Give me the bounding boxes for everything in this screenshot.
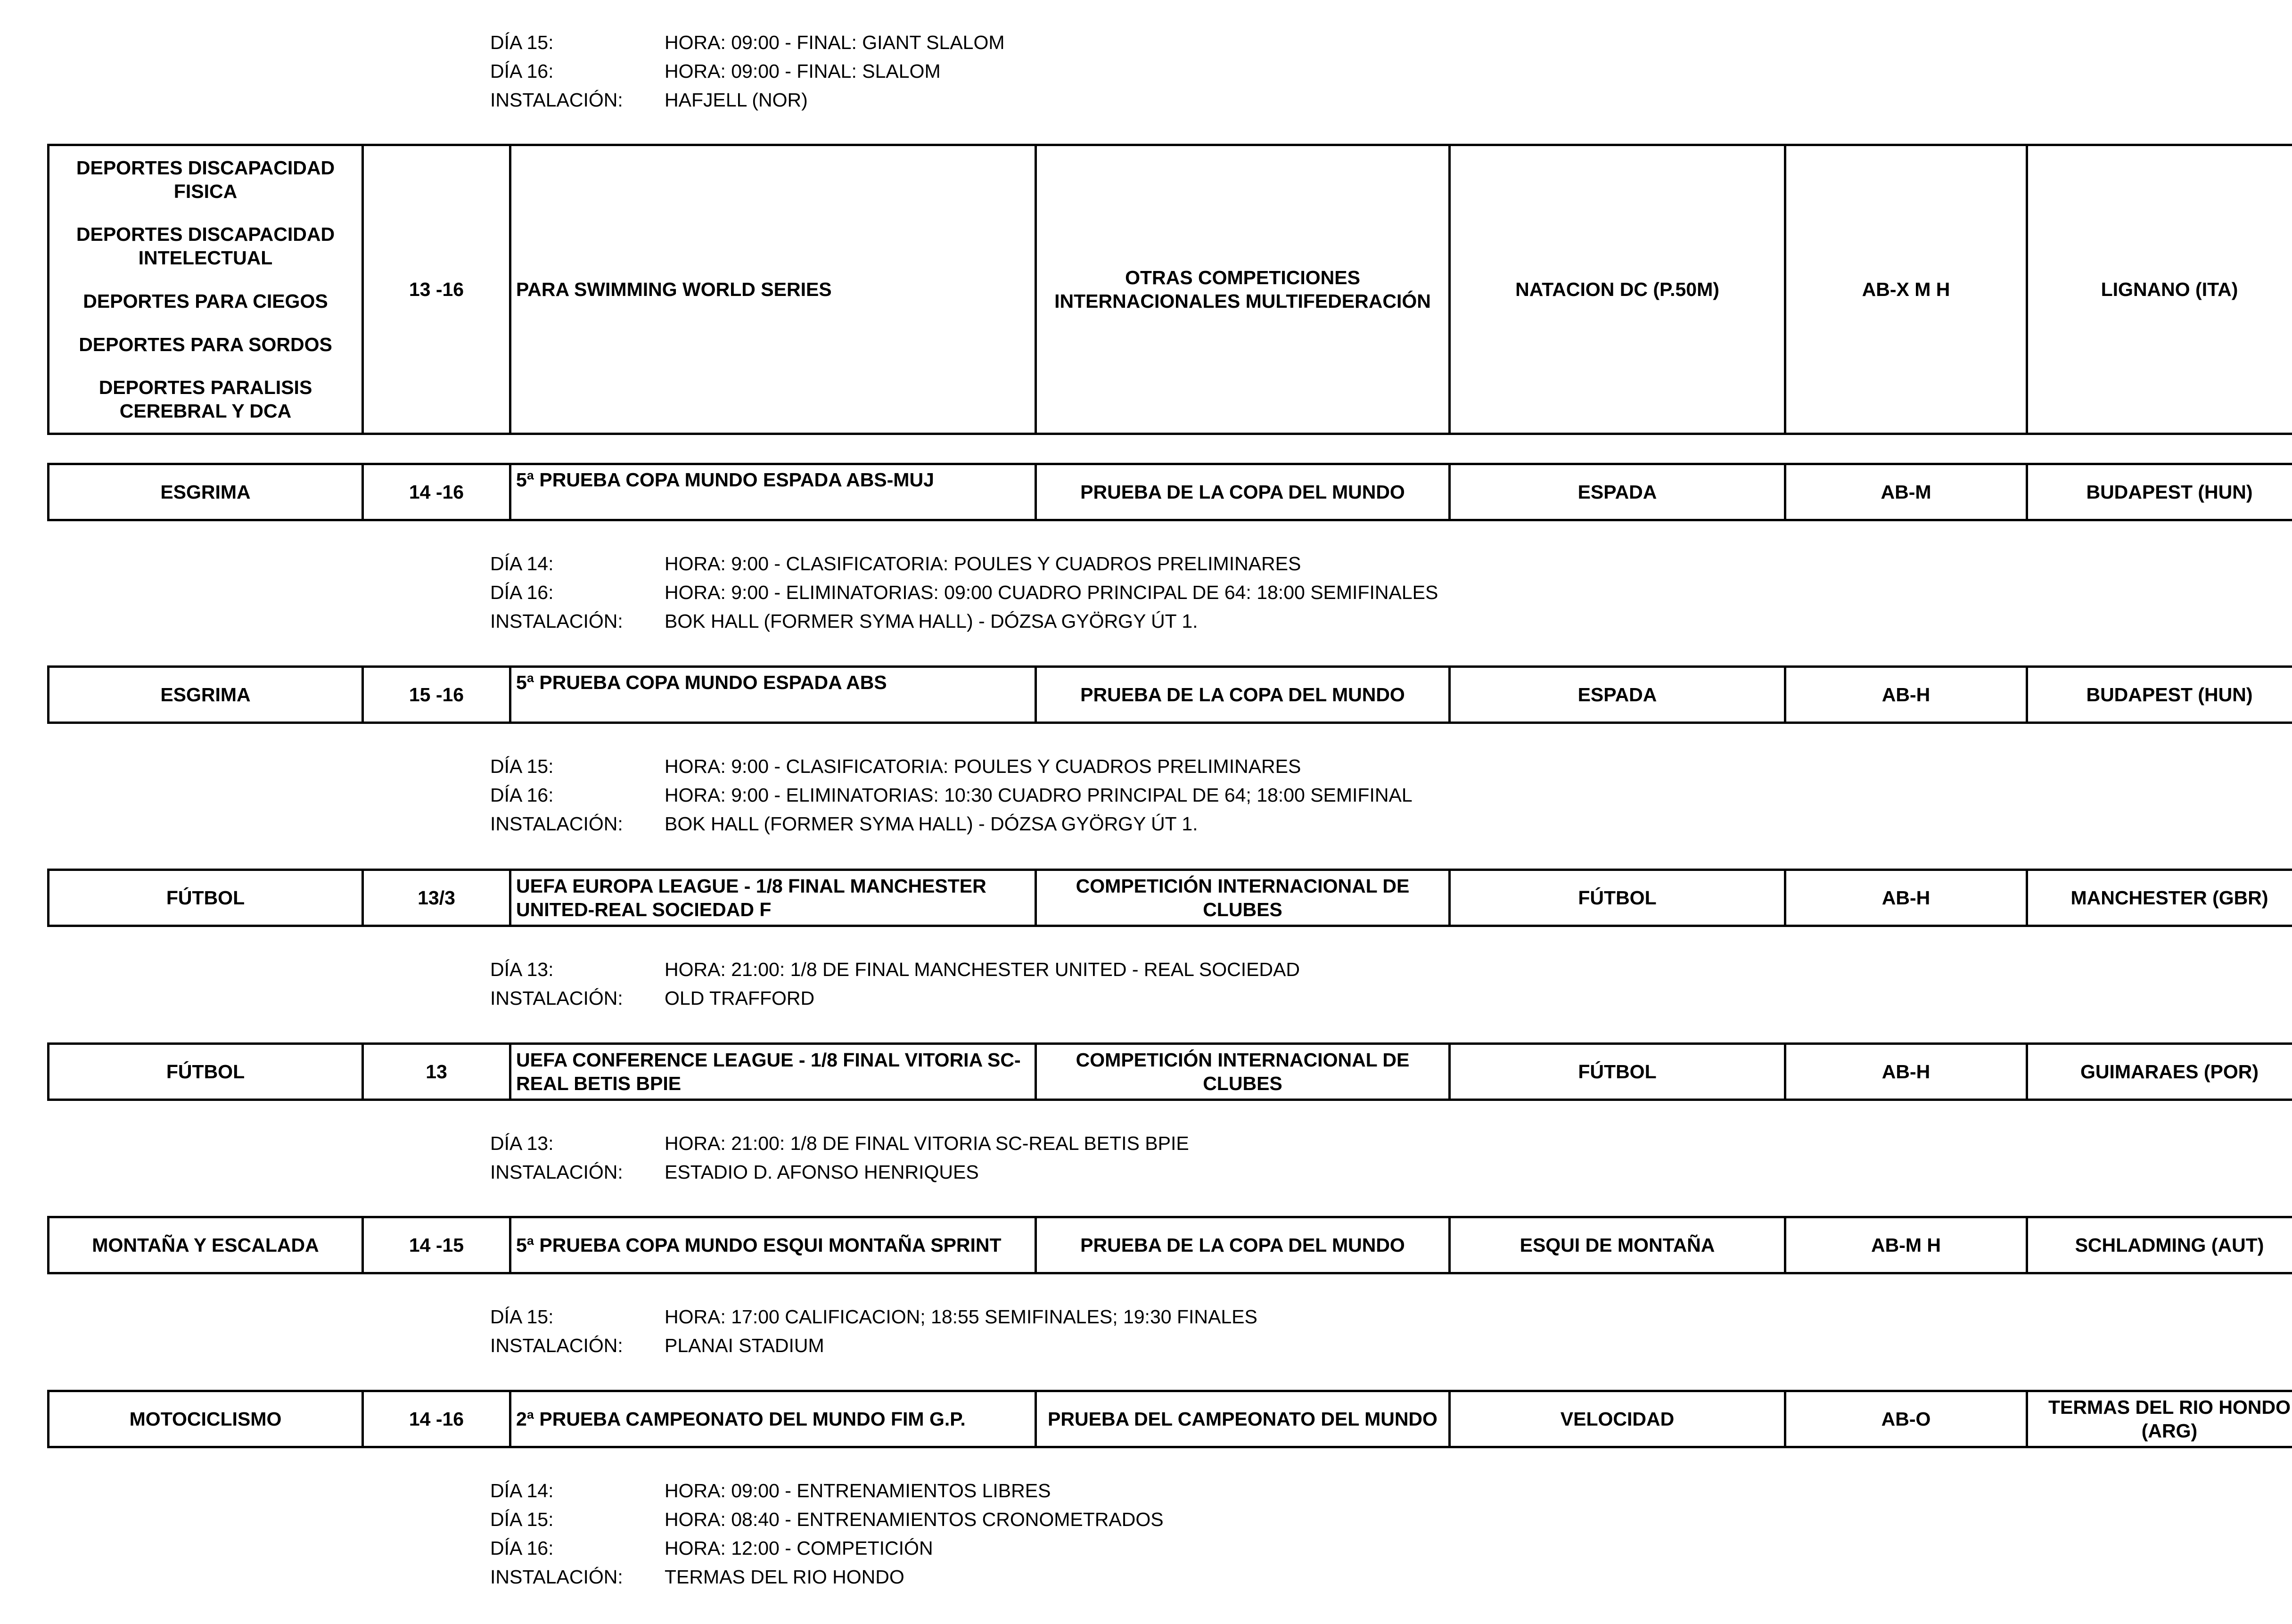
detail-label: DÍA 16:: [490, 784, 554, 806]
detail-row: [490, 578, 2234, 607]
location-cell: BUDAPEST (HUN): [2027, 464, 2292, 520]
type-cell: PRUEBA DE LA COPA DEL MUNDO: [1036, 667, 1450, 723]
detail-label: INSTALACIÓN:: [490, 813, 623, 835]
detail-text: HORA: 08:40 - ENTRENAMIENTOS CRONOMETRADOS: [665, 1509, 1164, 1530]
detail-label: DÍA 16:: [490, 60, 554, 82]
event-details-futbol-conference-league: [490, 1129, 2234, 1187]
detail-row: [490, 1158, 2234, 1187]
event-name-cell: PARA SWIMMING WORLD SERIES: [510, 145, 1036, 434]
detail-text: BOK HALL (FORMER SYMA HALL) - DÓZSA GYÖRGY ÚT 1.: [665, 610, 1198, 632]
sport-name: DEPORTES PARA SORDOS: [79, 333, 332, 355]
event-row-para-swimming: [47, 144, 2292, 435]
detail-text: HORA: 21:00: 1/8 DE FINAL VITORIA SC-REAL BETIS BPIE: [665, 1132, 1189, 1154]
event-details-giant-slalom: [490, 28, 2234, 115]
sport-name: DEPORTES PARALISIS CEREBRAL Y DCA: [99, 377, 312, 422]
category-cell: AB-M: [1785, 464, 2027, 520]
detail-label: DÍA 14:: [490, 1480, 554, 1501]
sport-cell: [49, 145, 363, 434]
event-name-cell: UEFA CONFERENCE LEAGUE - 1/8 FINAL VITORIA SC-REAL BETIS BPIE: [510, 1044, 1036, 1100]
dates-cell: 13/3: [363, 870, 510, 926]
detail-label: DÍA 15:: [490, 1306, 554, 1328]
event-name-cell: 5ª PRUEBA COPA MUNDO ESQUI MONTAÑA SPRINT: [510, 1217, 1036, 1273]
category-cell: AB-H: [1785, 667, 2027, 723]
detail-row: [490, 1303, 2234, 1331]
sport-cell: MOTOCICLISMO: [49, 1391, 363, 1447]
event-details-montana-escalada: [490, 1303, 2234, 1360]
event-row-futbol-europa-league: [47, 869, 2292, 927]
type-cell: COMPETICIÓN INTERNACIONAL DE CLUBES: [1036, 870, 1450, 926]
type-cell: PRUEBA DE LA COPA DEL MUNDO: [1036, 1217, 1450, 1273]
detail-row: [490, 1563, 2234, 1591]
detail-row: [490, 752, 2234, 781]
detail-label: INSTALACIÓN:: [490, 987, 623, 1009]
detail-label: DÍA 15:: [490, 755, 554, 777]
category-cell: AB-H: [1785, 1044, 2027, 1100]
detail-row: [490, 1129, 2234, 1158]
discipline-cell: ESPADA: [1450, 667, 1785, 723]
detail-label: INSTALACIÓN:: [490, 610, 623, 632]
detail-label: DÍA 13:: [490, 1132, 554, 1154]
event-details-esgrima-abs: [490, 752, 2234, 838]
type-cell: [1036, 145, 1450, 434]
sport-cell: FÚTBOL: [49, 1044, 363, 1100]
event-row-futbol-conference-league: [47, 1042, 2292, 1101]
sport-cell: ESGRIMA: [49, 464, 363, 520]
type-cell: COMPETICIÓN INTERNACIONAL DE CLUBES: [1036, 1044, 1450, 1100]
detail-text: HORA: 09:00 - FINAL: SLALOM: [665, 60, 941, 82]
detail-row: [490, 1476, 2234, 1505]
event-details-motociclismo: [490, 1476, 2234, 1591]
type-cell: PRUEBA DEL CAMPEONATO DEL MUNDO: [1036, 1391, 1450, 1447]
dates-cell: 14 -16: [363, 464, 510, 520]
detail-text: BOK HALL (FORMER SYMA HALL) - DÓZSA GYÖRGY ÚT 1.: [665, 813, 1198, 835]
detail-label: DÍA 16:: [490, 582, 554, 603]
location-cell: BUDAPEST (HUN): [2027, 667, 2292, 723]
detail-text: TERMAS DEL RIO HONDO: [665, 1566, 904, 1588]
event-name-cell: 2ª PRUEBA CAMPEONATO DEL MUNDO FIM G.P.: [510, 1391, 1036, 1447]
location-cell: GUIMARAES (POR): [2027, 1044, 2292, 1100]
detail-text: HORA: 09:00 - ENTRENAMIENTOS LIBRES: [665, 1480, 1051, 1501]
detail-text: HORA: 9:00 - CLASIFICATORIA: POULES Y CUADROS PRELIMINARES: [665, 553, 1301, 574]
detail-row: [490, 955, 2234, 984]
dates-cell: 13: [363, 1044, 510, 1100]
event-row-esgrima-abs: [47, 665, 2292, 724]
location-cell: MANCHESTER (GBR): [2027, 870, 2292, 926]
category-cell: AB-H: [1785, 870, 2027, 926]
detail-row: [490, 57, 2234, 86]
detail-row: [490, 1331, 2234, 1360]
detail-row: [490, 984, 2234, 1013]
detail-label: DÍA 14:: [490, 553, 554, 574]
detail-label: INSTALACIÓN:: [490, 1335, 623, 1356]
detail-text: HORA: 09:00 - FINAL: GIANT SLALOM: [665, 32, 1005, 53]
dates-cell: 13 -16: [363, 145, 510, 434]
detail-label: INSTALACIÓN:: [490, 1161, 623, 1183]
discipline-cell: VELOCIDAD: [1450, 1391, 1785, 1447]
discipline-cell: ESPADA: [1450, 464, 1785, 520]
category-cell: AB-O: [1785, 1391, 2027, 1447]
discipline-cell: NATACION DC (P.50M): [1450, 145, 1785, 434]
event-row-montana-escalada: [47, 1216, 2292, 1274]
dates-cell: 15 -16: [363, 667, 510, 723]
dates-cell: 14 -15: [363, 1217, 510, 1273]
detail-label: DÍA 16:: [490, 1537, 554, 1559]
detail-row: [490, 1505, 2234, 1534]
category-cell: AB-M H: [1785, 1217, 2027, 1273]
detail-text: HORA: 9:00 - CLASIFICATORIA: POULES Y CUADROS PRELIMINARES: [665, 755, 1301, 777]
category-cell: AB-X M H: [1785, 145, 2027, 434]
type-text: OTRAS COMPETICIONES INTERNACIONALES MULTIFEDERACIÓN: [1054, 267, 1431, 312]
location-cell: SCHLADMING (AUT): [2027, 1217, 2292, 1273]
sport-cell: MONTAÑA Y ESCALADA: [49, 1217, 363, 1273]
event-details-futbol-europa-league: [490, 955, 2234, 1013]
detail-row: [490, 810, 2234, 838]
detail-text: HORA: 9:00 - ELIMINATORIAS: 10:30 CUADRO PRINCIPAL DE 64; 18:00 SEMIFINAL: [665, 784, 1413, 806]
detail-text: PLANAI STADIUM: [665, 1335, 824, 1356]
detail-row: [490, 1534, 2234, 1563]
event-row-motociclismo: [47, 1390, 2292, 1448]
sport-name: DEPORTES DISCAPACIDAD FISICA: [76, 156, 335, 202]
detail-text: ESTADIO D. AFONSO HENRIQUES: [665, 1161, 979, 1183]
event-details-esgrima-muj: [490, 550, 2234, 636]
detail-row: [490, 86, 2234, 115]
detail-row: [490, 28, 2234, 57]
detail-row: [490, 550, 2234, 578]
event-name-cell: 5ª PRUEBA COPA MUNDO ESPADA ABS: [510, 667, 1036, 723]
detail-text: HORA: 17:00 CALIFICACION; 18:55 SEMIFINALES; 19:30 FINALES: [665, 1306, 1257, 1328]
location-cell: TERMAS DEL RIO HONDO (ARG): [2027, 1391, 2292, 1447]
location-cell: LIGNANO (ITA): [2027, 145, 2292, 434]
sport-name: DEPORTES PARA CIEGOS: [83, 290, 328, 312]
sport-cell: FÚTBOL: [49, 870, 363, 926]
detail-text: HORA: 12:00 - COMPETICIÓN: [665, 1537, 933, 1559]
detail-text: HAFJELL (NOR): [665, 89, 808, 111]
detail-row: [490, 607, 2234, 636]
discipline-cell: FÚTBOL: [1450, 870, 1785, 926]
detail-text: OLD TRAFFORD: [665, 987, 815, 1009]
detail-label: DÍA 13:: [490, 959, 554, 980]
detail-label: DÍA 15:: [490, 1509, 554, 1530]
event-name-cell: 5ª PRUEBA COPA MUNDO ESPADA ABS-MUJ: [510, 464, 1036, 520]
type-cell: PRUEBA DE LA COPA DEL MUNDO: [1036, 464, 1450, 520]
dates-cell: 14 -16: [363, 1391, 510, 1447]
sport-cell: ESGRIMA: [49, 667, 363, 723]
detail-label: DÍA 15:: [490, 32, 554, 53]
sport-name: DEPORTES DISCAPACIDAD INTELECTUAL: [76, 223, 335, 269]
discipline-cell: ESQUI DE MONTAÑA: [1450, 1217, 1785, 1273]
detail-text: HORA: 9:00 - ELIMINATORIAS: 09:00 CUADRO PRINCIPAL DE 64: 18:00 SEMIFINALES: [665, 582, 1438, 603]
detail-text: HORA: 21:00: 1/8 DE FINAL MANCHESTER UNITED - REAL SOCIEDAD: [665, 959, 1300, 980]
event-name-cell: UEFA EUROPA LEAGUE - 1/8 FINAL MANCHESTER UNITED-REAL SOCIEDAD F: [510, 870, 1036, 926]
event-row-esgrima-muj: [47, 463, 2292, 521]
detail-row: [490, 781, 2234, 810]
detail-label: INSTALACIÓN:: [490, 89, 623, 111]
detail-label: INSTALACIÓN:: [490, 1566, 623, 1588]
discipline-cell: FÚTBOL: [1450, 1044, 1785, 1100]
